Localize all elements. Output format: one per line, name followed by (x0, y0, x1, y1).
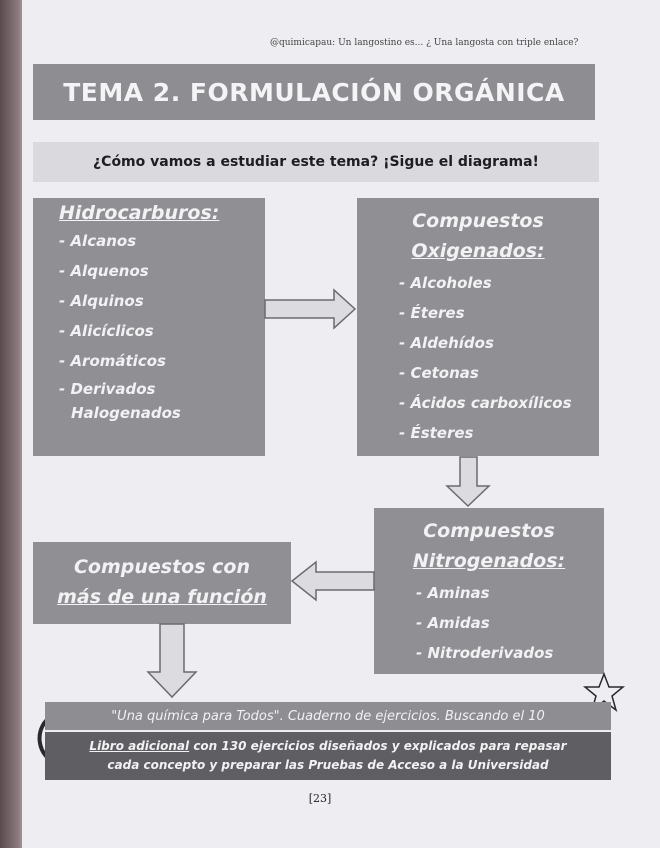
list-item: - Amidas (416, 614, 490, 632)
multi-function-line2: más de una función (57, 586, 267, 608)
list-item: - Cetonas (399, 364, 479, 382)
oxigenados-heading-line1: Compuestos (412, 210, 544, 232)
multi-function-line1: Compuestos con (73, 556, 251, 578)
page-title: TEMA 2. FORMULACIÓN ORGÁNICA (63, 77, 565, 107)
arrow-down-icon (148, 624, 196, 697)
page-subtitle: ¿Cómo vamos a estudiar este tema? ¡Sigue el diagrama! (93, 154, 539, 170)
bottom-banner-description (45, 732, 611, 780)
list-item: - Aromáticos (59, 352, 166, 370)
list-item: - Alicíclicos (59, 322, 154, 340)
list-item: - Alquenos (59, 262, 149, 280)
book-link-label: Libro adicional (89, 739, 190, 753)
list-item: - Alcoholes (399, 274, 492, 292)
list-item: - Ésteres (399, 424, 474, 442)
list-item: - Aldehídos (399, 334, 494, 352)
list-item: - Nitroderivados (416, 644, 554, 662)
list-item: - Éteres (399, 304, 465, 322)
list-item: - Ácidos carboxílicos (399, 394, 572, 412)
arrow-left-icon (292, 562, 374, 600)
arrow-right-icon (265, 290, 355, 328)
list-item: - Alcanos (59, 232, 137, 250)
list-item: - Derivados (59, 380, 156, 398)
nitrogenados-heading-line1: Compuestos (423, 520, 555, 542)
list-item: - Aminas (416, 584, 490, 602)
bottom-banner-title: "Una química para Todos". Cuaderno de ejercicios. Buscando el 10 (45, 702, 611, 730)
header-note: @quimicapau: Un langostino es... ¿ Una langosta con triple enlace? (270, 38, 579, 48)
list-item: - Alquinos (59, 292, 144, 310)
bottom-description-line2: con 130 ejercicios diseñados y explicados para repasar (189, 739, 567, 753)
oxigenados-heading-line2: Oxigenados: (411, 240, 545, 262)
arrow-down-icon (447, 457, 489, 506)
bottom-description-line3: cada concepto y preparar las Pruebas de Acceso a la Universidad (107, 758, 549, 772)
hidrocarburos-heading: Hidrocarburos: (59, 202, 220, 224)
nitrogenados-heading-line2: Nitrogenados: (412, 550, 566, 572)
list-item: Halogenados (71, 404, 181, 422)
page-number: [23] (308, 792, 332, 805)
